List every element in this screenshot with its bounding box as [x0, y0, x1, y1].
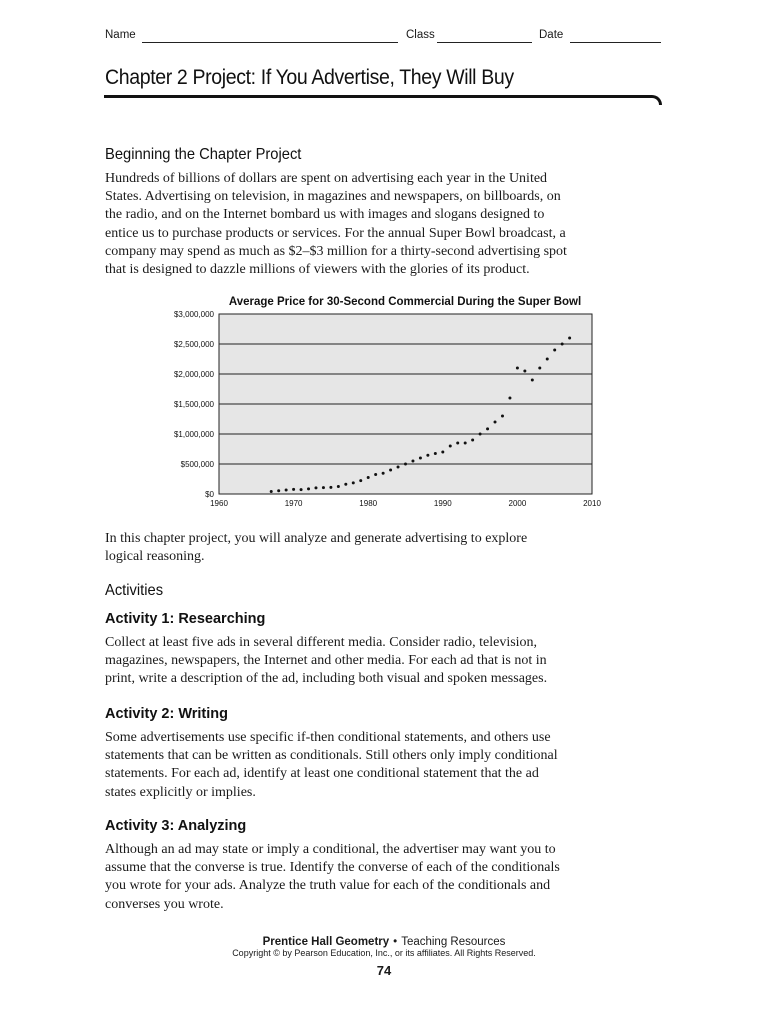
data-point [523, 370, 526, 373]
activity-line: Collect at least five ads in several different media. Consider radio, television, [105, 635, 538, 650]
footer-copyright: Copyright © by Pearson Education, Inc., or its affiliates. All Rights Reserved. [232, 948, 536, 958]
data-point [546, 358, 549, 361]
chart-title: Average Price for 30-Second Commercial During the Super Bowl [228, 296, 582, 308]
data-point [494, 421, 497, 424]
name-field-line[interactable] [142, 42, 398, 43]
data-point [471, 439, 474, 442]
x-tick-label: 1970 [284, 499, 303, 508]
data-point [389, 469, 392, 472]
data-point [359, 479, 362, 482]
data-point [419, 457, 422, 460]
data-point [516, 367, 519, 370]
footer-brand: Prentice Hall Geometry [262, 936, 390, 948]
x-tick-label: 1960 [210, 499, 228, 508]
x-axis-ticks [210, 499, 601, 508]
intro-line: company may spend as much as $2–$3 million for a thirty-second advertising spot [105, 243, 567, 259]
class-field-line[interactable] [437, 42, 532, 43]
data-point [307, 487, 310, 490]
activity-2-body [105, 729, 605, 802]
date-field-line[interactable] [570, 42, 661, 43]
closing-line: logical reasoning. [105, 549, 205, 565]
y-axis-ticks [174, 310, 215, 499]
activity-3-body [105, 841, 605, 914]
activity-1-title: Activity 1: Researching [105, 611, 266, 627]
y-tick-label: $2,500,000 [173, 340, 214, 349]
footer-resource: Teaching Resources [401, 936, 506, 948]
data-point [337, 485, 340, 488]
data-point [508, 397, 511, 400]
data-point [441, 451, 444, 454]
data-point [449, 445, 452, 448]
data-point [404, 463, 407, 466]
y-tick-label: $1,000,000 [173, 430, 214, 439]
x-tick-label: 2000 [508, 499, 527, 508]
data-point [531, 379, 534, 382]
activities-heading: Activities [105, 582, 164, 599]
section-heading: Beginning the Chapter Project [105, 146, 302, 163]
intro-line: Hundreds of billions of dollars are spent on advertising each year in the United [105, 171, 548, 186]
activity-line: print, write a description of the ad, including both visual and spoken messages. [105, 671, 548, 687]
activity-line: states explicitly or implies. [105, 784, 256, 800]
data-point [300, 488, 303, 491]
x-tick-label: 1980 [359, 499, 378, 508]
data-point [292, 488, 295, 491]
activity-line: Some advertisements use specific if-then conditional statements, and others use [105, 730, 551, 745]
title-rule [104, 95, 648, 98]
title-rule-curve [646, 95, 662, 105]
date-label: Date [539, 29, 564, 41]
data-point [352, 481, 355, 484]
y-tick-label: $1,500,000 [173, 400, 214, 409]
activity-line: Although an ad may state or imply a conditional, the advertiser may want you to [105, 842, 556, 857]
data-point [479, 433, 482, 436]
intro-line: States. Advertising on television, in magazines and newspapers, on billboards, on [105, 189, 561, 205]
y-tick-label: $500,000 [180, 460, 214, 469]
data-point [568, 337, 571, 340]
data-point [411, 460, 414, 463]
data-point [434, 452, 437, 455]
data-point [561, 343, 564, 346]
data-point [382, 472, 385, 475]
activity-line: statements. For each ad, identify at least one conditional statement that the ad [105, 766, 539, 782]
data-point [314, 486, 317, 489]
y-tick-label: $2,000,000 [173, 370, 214, 379]
activity-line: converses you wrote. [105, 896, 224, 912]
activity-line: assume that the converse is true. Identify the converse of each of the conditionals [105, 860, 560, 876]
intro-line: entice us to purchase products or services. For the annual Super Bowl broadcast, a [105, 225, 566, 241]
footer-separator: • [393, 936, 398, 948]
super-bowl-ad-price-chart [150, 290, 610, 515]
y-tick-label: $3,000,000 [173, 310, 214, 319]
x-tick-label: 1990 [433, 499, 452, 508]
data-point [538, 367, 541, 370]
data-point [464, 442, 467, 445]
activity-line: magazines, newspapers, the Internet and other media. For each ad that is not in [105, 653, 547, 669]
closing-line: In this chapter project, you will analyze and generate advertising to explore [105, 531, 528, 546]
intro-line: that is designed to dazzle millions of viewers with the glories of its product. [105, 262, 530, 278]
data-point [277, 489, 280, 492]
data-point [426, 454, 429, 457]
data-point [322, 486, 325, 489]
activity-3-title: Activity 3: Analyzing [105, 818, 247, 834]
data-point [456, 442, 459, 445]
data-point [397, 466, 400, 469]
closing-paragraph [105, 530, 605, 566]
data-point [285, 488, 288, 491]
page-title: Chapter 2 Project: If You Advertise, They Will Buy [105, 66, 514, 89]
activity-line: you wrote for your ads. Analyze the truth value for each of the conditionals and [105, 878, 551, 894]
data-point [374, 473, 377, 476]
data-point [367, 476, 370, 479]
class-label: Class [406, 29, 435, 41]
data-point [553, 349, 556, 352]
data-point [501, 415, 504, 418]
activity-2-title: Activity 2: Writing [105, 706, 228, 722]
intro-paragraph [105, 170, 605, 279]
data-point [486, 427, 489, 430]
page-number: 74 [376, 963, 392, 978]
x-tick-label: 2010 [583, 499, 601, 508]
activity-line: statements that can be written as conditionals. Still others only imply conditional [105, 748, 558, 764]
y-tick-label: $0 [205, 490, 214, 499]
name-label: Name [105, 29, 136, 41]
data-point [270, 490, 273, 493]
intro-line: the radio, and on the Internet bombard us with images and slogans designed to [105, 207, 545, 223]
activity-1-body [105, 634, 605, 689]
data-point [329, 486, 332, 489]
data-point [344, 483, 347, 486]
